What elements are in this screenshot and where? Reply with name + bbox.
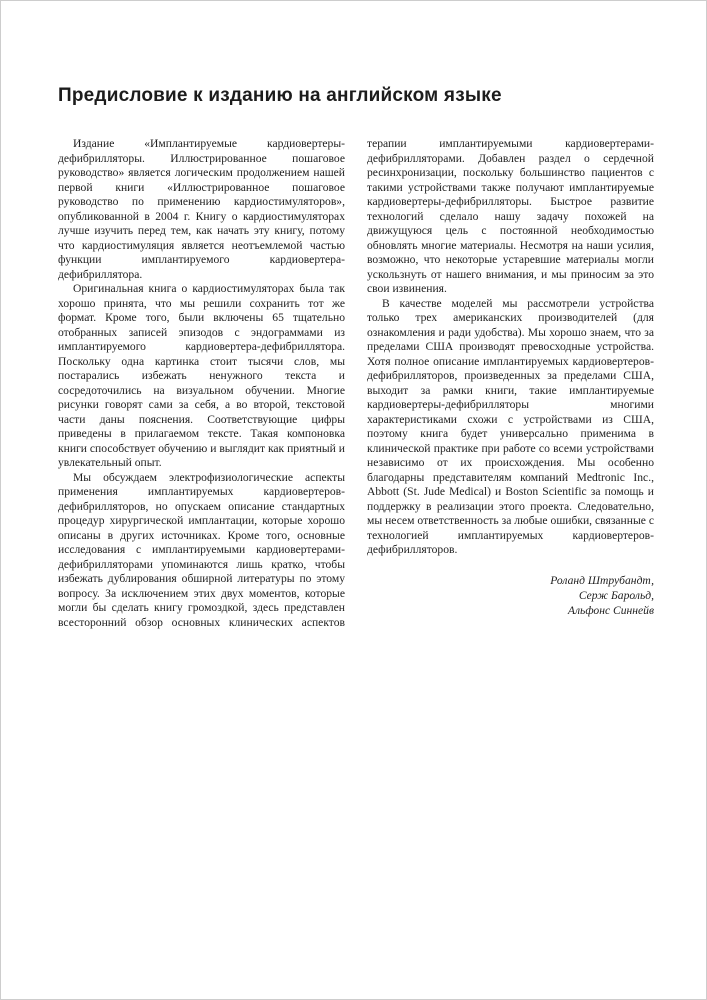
- signature-line-3: Альфонс Синнейв: [567, 603, 654, 617]
- signature-line-2: Серж Барольд,: [578, 588, 654, 602]
- signature-block: [367, 573, 654, 618]
- page-title: Предисловие к изданию на английском языке: [58, 85, 502, 106]
- preface-text: [58, 137, 654, 630]
- paragraph-2: Оригинальная книга о кардиостимуляторах была так хорошо принята, что мы решили сохранить тот же формат. Кроме того, были включены 65 тщательно отобранных записей эпизодов с эндограммами из имплантируемого кардиовертера-дефибриллятора. Поскольку одна картинка стоит тысячи слов, мы постарались избежать ненужного текста и сосредоточились на визуальном обучении. Многие рисунки говорят сами за себя, а во второй, текстовой части даны пояснения. Соответствующие цифры приведены в прилагаемом тексте. Такая компоновка книги способствует обучению и выглядит как приятный и увлекательный опыт.: [58, 282, 345, 469]
- page-content: [58, 85, 654, 630]
- paragraph-4: В качестве моделей мы рассмотрели устройства только трех американских производителей (для ознакомления и ради удобства). Мы хорошо знаем, что за пределами США производят превосходные устройства. Хотя полное описание имплантируемых кардиовертеров-дефибрилляторов, произведенных за пределами США, выходит за рамки книги, такие имплантируемые кардиовертеры-дефибрилляторы многими характеристиками схожи с устройствами из США, поэтому книга будет универсально применима в клинической практике при работе со всеми устройствами независимо от их происхождения. Мы особенно благодарны представителям компаний Medtronic Inc., Abbott (St. Jude Medical) и Boston Scientific за помощь и поддержку в реализации этого проекта. Следовательно, мы несем ответственность за любые ошибки, связанные с технологией имплантируемых кардиовертеров-дефибрилляторов.: [367, 296, 654, 556]
- paragraph-1: Издание «Имплантируемые кардиовертеры-дефибрилляторы. Иллюстрированное пошаговое руководство» является логическим продолжением нашей первой книги «Иллюстрированное пошаговое руководство по применению кардиостимуляторов», опубликованной в 2004 г. Книгу о кардиостимуляторах лучше изучить перед тем, как начать эту книгу, потому что кардиостимуляция является неотъемлемой частью функции имплантируемого кардиовертера-дефибриллятора.: [58, 137, 345, 281]
- signature-line-1: Роланд Штрубандт,: [550, 573, 654, 587]
- paragraph-3: Мы обсуждаем электрофизиологические аспекты применения имплантируемых кардиовертеров-дефибрилляторов, но опускаем описание стандартных процедур хирургической имплантации, которые хорошо описаны в других источниках. Кроме того, основные исследования с имплантируемыми кардиовертерами-дефибрилляторами упоминаются лишь кратко, чтобы избежать дублирования обширной литературы по этому вопросу. За исключением этих двух моментов, которые могли бы сделать книгу громоздкой, здесь представлен всесторонний обзор основных клинических аспектов терапии имплантируемыми кардиовертерами-дефибрилляторами. Добавлен раздел о сердечной ресинхронизации, поскольку большинство пациентов с такими устройствами также получают имплантируемые кардиовертеры-дефибрилляторы. Быстрое развитие технологий сделало нашу задачу похожей на движущуюся цель с постоянной необходимостью обновлять многие материалы. Несмотря на наши усилия, возможно, что некоторые устаревшие материалы могли ускользнуть от нашего внимания, и мы приносим за это свои извинения.: [58, 137, 654, 629]
